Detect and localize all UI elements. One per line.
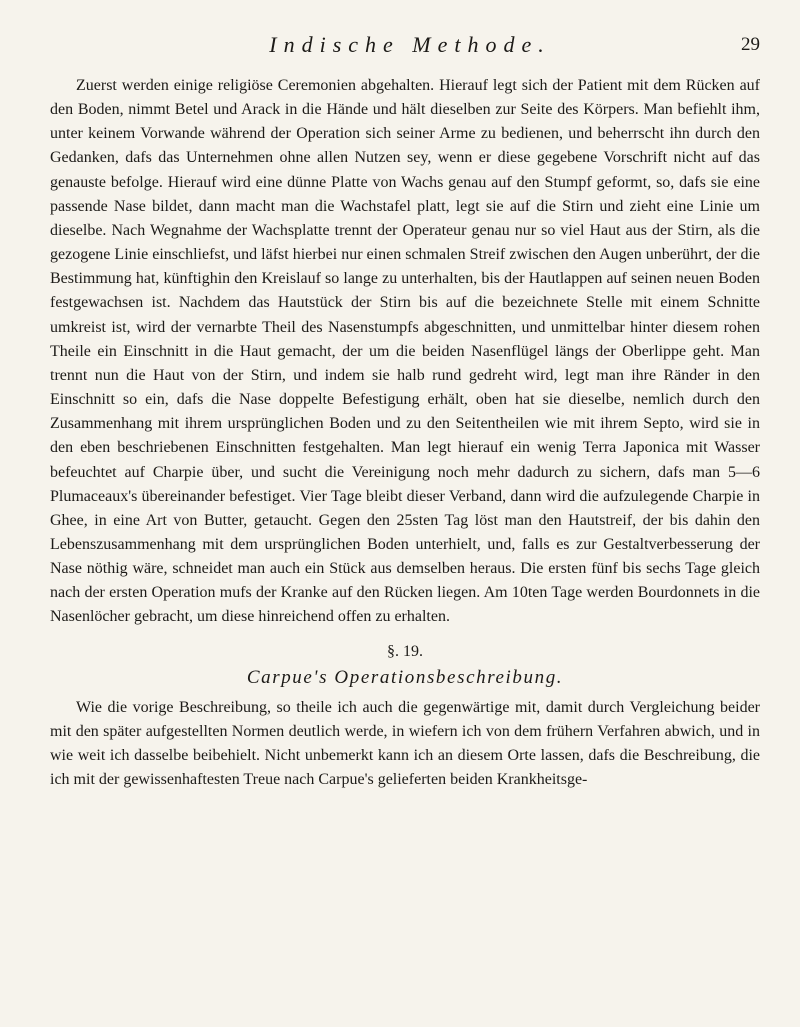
section-mark: §. 19. xyxy=(387,642,423,660)
section-title: Carpue's Operationsbeschreibung. xyxy=(246,666,564,688)
running-head xyxy=(60,32,760,62)
running-title: Indische Methode. xyxy=(269,32,551,57)
paragraph-carpue-description: Wie die vorige Beschreibung, so theile ich auch die gegenwärtige mit, damit durch Vergleichung beider mit den später aufgestellten Normen deutlich werde, in wiefern ich von dem frühern Verfahren abwich, und in wie weit ich dasselbe beibehielt. Nicht unbemerkt kann ich an diesem Orte lassen, dafs die Beschreibung, die ich mit der gewissenhaftesten Treue nach Carpue's gelieferten beiden Krankheitsge- xyxy=(50,698,760,789)
paragraph-indian-method: Zuerst werden einige religiöse Ceremonien abgehalten. Hierauf legt sich der Patient mit dem Rücken auf den Boden, nimmt Betel und Arack in die Hände und hält dieselben zur Seite des Körpers. Man befiehlt ihm, unter keinem Vorwande während der Operation sich seiner Arme zu bedienen, und beherrscht ihn durch den Gedanken, dafs das Unternehmen ohne allen Nutzen sey, wenn er diese gegebene Vorschrift nicht auf das genauste befolge. Hierauf wird eine dünne Platte von Wachs genau auf den Stumpf geformt, so, dafs sie eine passende Nase bildet, dann macht man die Wachstafel platt, legt sie auf die Stirn und zieht eine Linie um dieselbe. Nach Wegnahme der Wachsplatte trennt der Operateur genau nur so viel Haut aus der Stirn, als die gezogene Linie einschliefst, und läfst hierbei nur einen schmalen Streif zwischen den Augen unberührt, der die Bestimmung hat, künftighin den Kreislauf so lange zu unterhalten, bis der Hautlappen auf seinen neuen Boden festgewachsen ist. Nachdem das Hautstück der Stirn bis auf die bezeichnete Stelle mit einem Schnitte umkreist ist, wird der vernarbte Theil des Nasenstumpfs abgeschnitten, und unmittelbar hinter diesem rohen Theile ein Einschnitt in die Haut gemacht, der um die beiden Nasenflügel längs der Oberlippe geht. Man trennt nun die Haut von der Stirn, und indem sie halb rund gedreht wird, legt man ihre Ränder in den Einschnitt so ein, dafs die Nase doppelte Befestigung erhält, oben hat sie dieselbe, nemlich durch den Zusammenhang mit ihrem ursprünglichen Boden und zu den Seitentheilen wie mit ihrem Septo, wird sie in den eben beschriebenen Einschnitten festgehalten. Man legt hierauf ein wenig Terra Japonica mit Wasser befeuchtet auf Charpie über, und sucht die Vereinigung noch mehr dadurch zu sichern, dafs man 5—6 Plumaceaux's übereinander befestiget. Vier Tage bleibt dieser Verband, dann wird die aufzulegende Charpie in Ghee, in eine Art von Butter, getaucht. Gegen den 25sten Tag löst man den Hautstreif, der bis dahin den Lebenszusammenhang mit dem ursprünglichen Boden unterhielt, und, falls es zur Gestaltverbesserung der Nase nöthig wäre, schneidet man auch ein Stück aus demselben heraus. Die ersten fünf bis sechs Tage gleich nach der ersten Operation mufs der Kranke auf den Rücken liegen. Am 10ten Tage werden Bourdonnets in die Nasenlöcher gebracht, um diese hinreichend offen zu erhalten. xyxy=(50,77,760,626)
body-text xyxy=(50,74,760,792)
page-number: 29 xyxy=(741,34,760,55)
